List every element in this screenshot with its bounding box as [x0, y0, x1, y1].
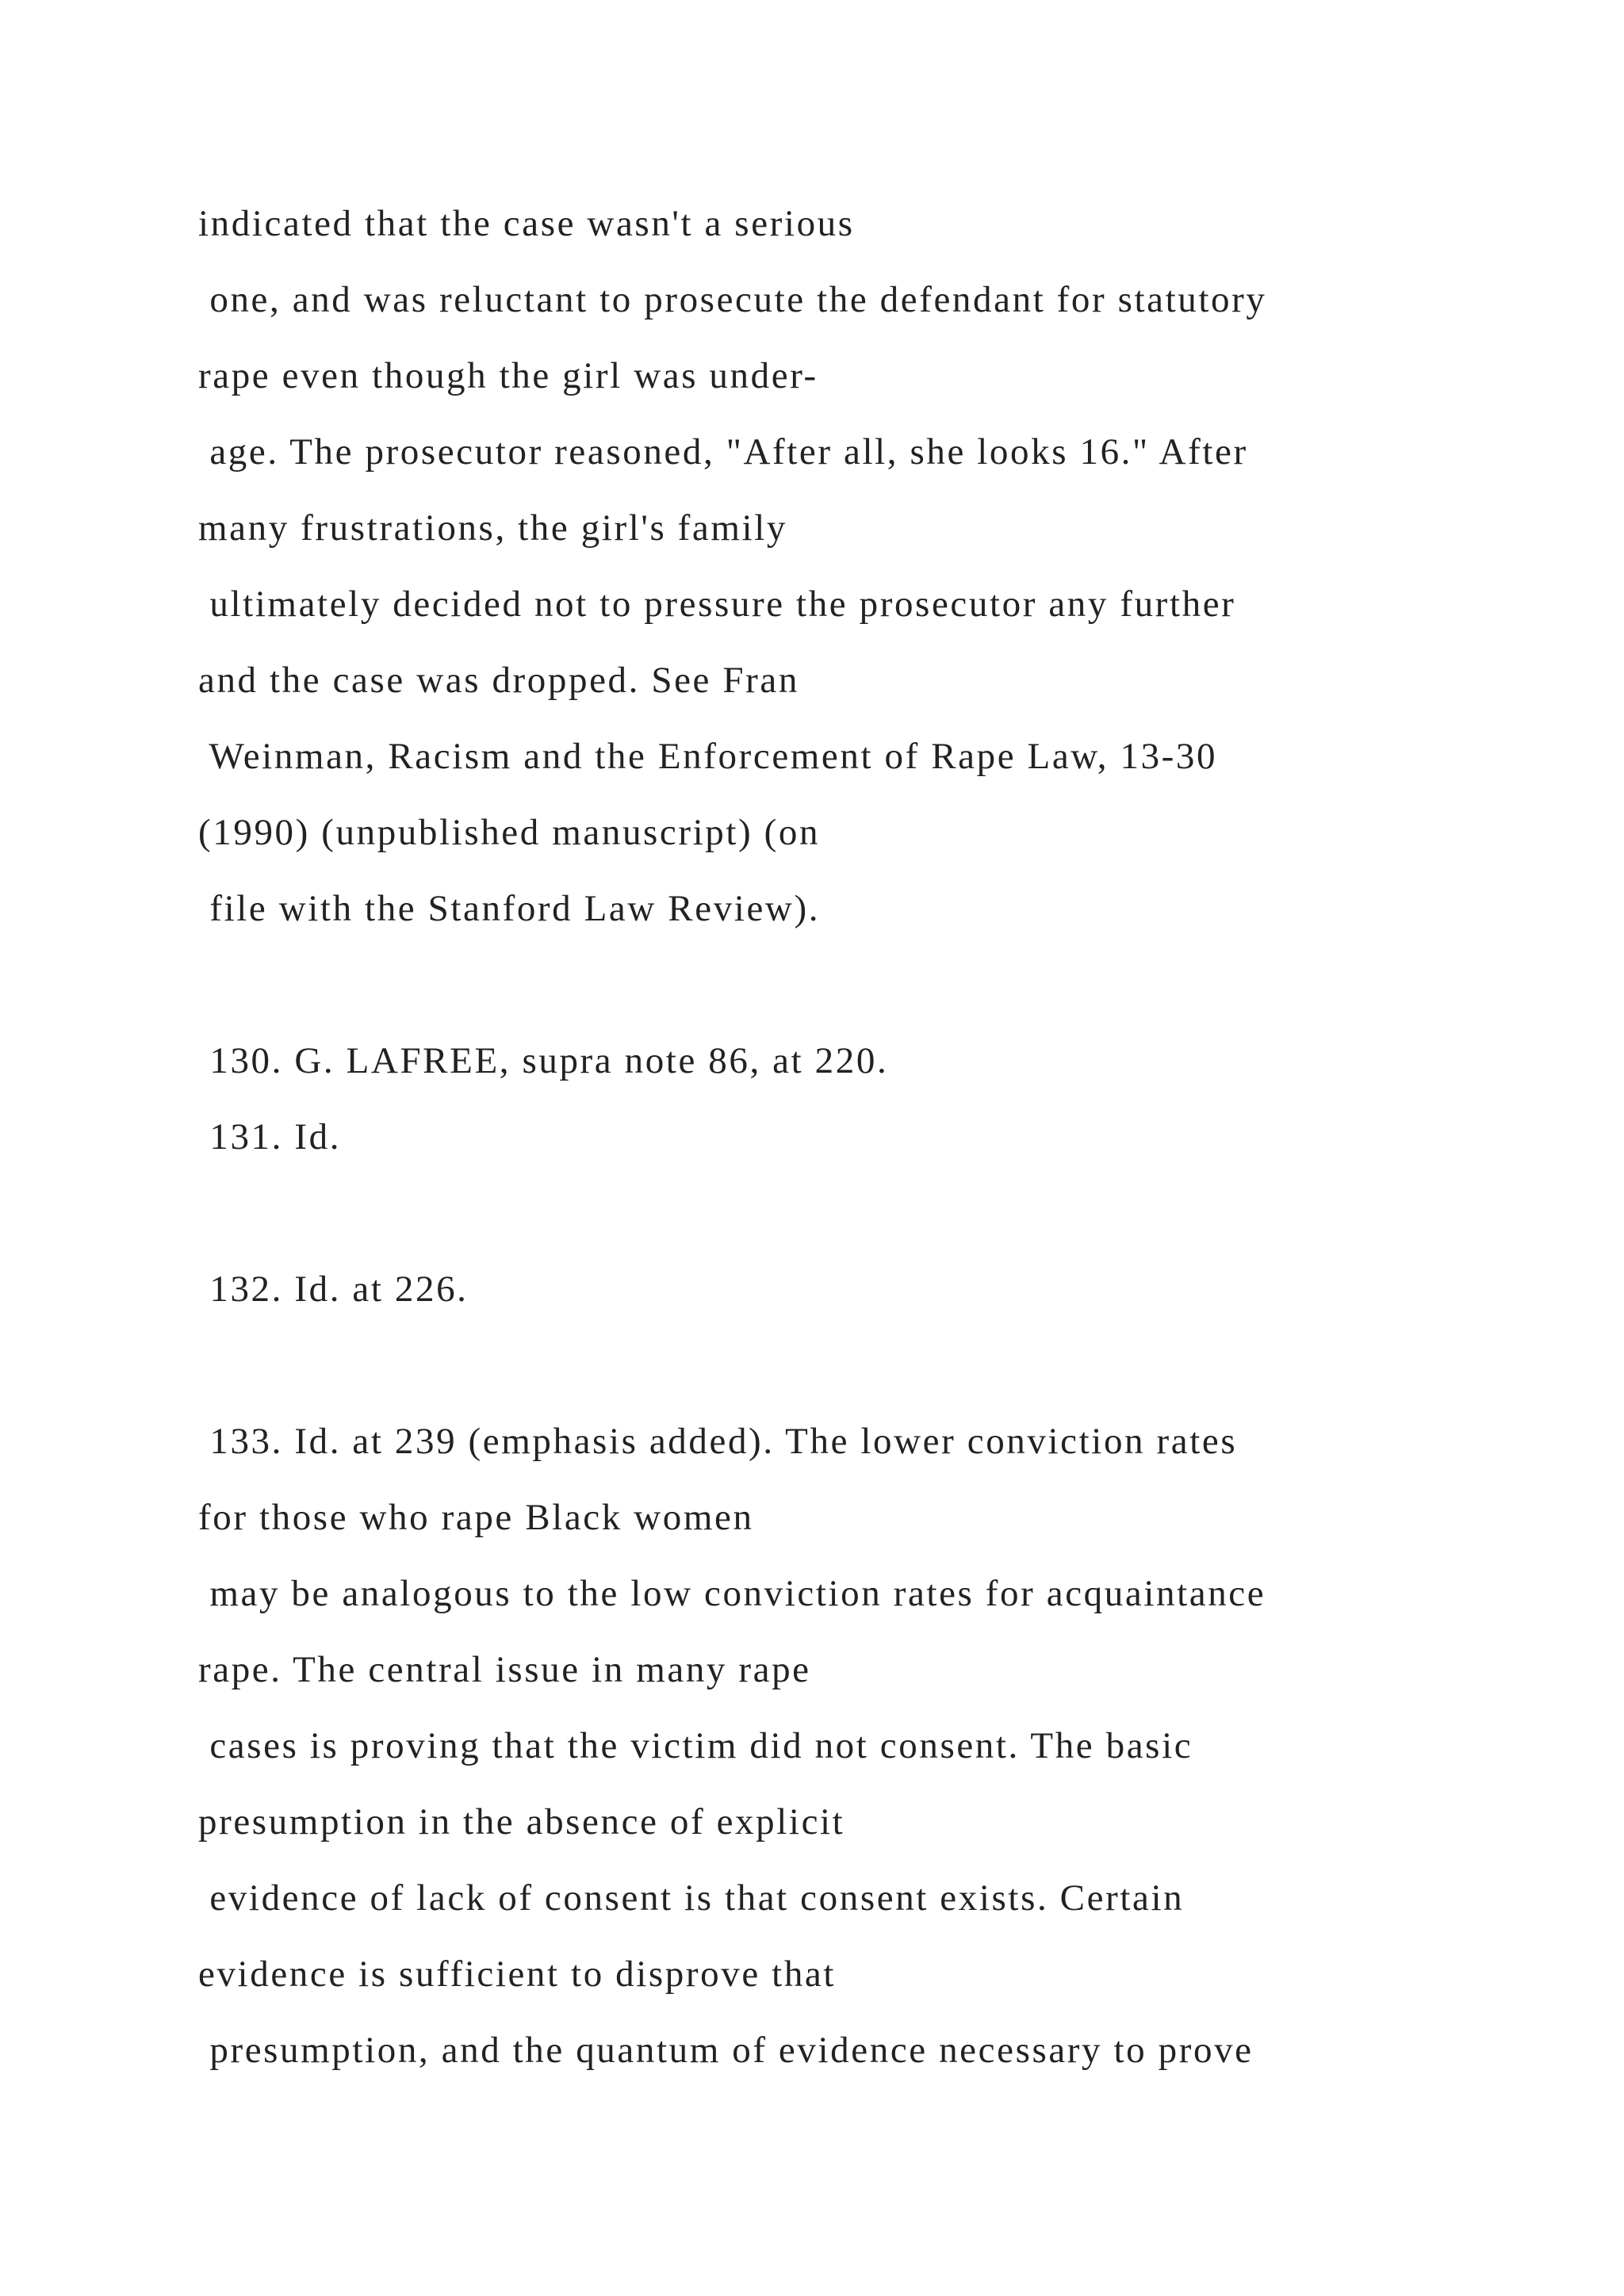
text-line: many frustrations, the girl's family: [198, 507, 787, 549]
text-line: for those who rape Black women: [198, 1497, 754, 1538]
text-line: may be analogous to the low conviction rates for acquaintance: [198, 1573, 1266, 1614]
text-line: rape. The central issue in many rape: [198, 1649, 811, 1690]
text-line: presumption, and the quantum of evidence necessary to prove: [198, 2030, 1254, 2071]
text-line: evidence is sufficient to disprove that: [198, 1954, 837, 1995]
text-line: indicated that the case wasn't a serious: [198, 203, 855, 244]
text-line: Weinman, Racism and the Enforcement of Rape Law, 13-30: [198, 736, 1218, 777]
text-line: 133. Id. at 239 (emphasis added). The lower conviction rates: [198, 1421, 1238, 1462]
text-line: ultimately decided not to pressure the prosecutor any further: [198, 584, 1236, 625]
footnote-130: 130. G. LAFREE, supra note 86, at 220.: [198, 1040, 889, 1081]
text-line: presumption in the absence of explicit: [198, 1801, 845, 1843]
text-line: (1990) (unpublished manuscript) (on: [198, 812, 821, 853]
text-line: and the case was dropped. See Fran: [198, 660, 799, 701]
footnote-131: 131. Id.: [198, 1116, 342, 1158]
text-line: one, and was reluctant to prosecute the defendant for statutory: [198, 279, 1267, 320]
text-line: evidence of lack of consent is that consent exists. Certain: [198, 1877, 1185, 1919]
footnote-132: 132. Id. at 226.: [198, 1269, 469, 1310]
text-line: rape even though the girl was under-: [198, 355, 818, 396]
text-line: file with the Stanford Law Review).: [198, 888, 821, 929]
text-line: age. The prosecutor reasoned, "After all, she looks 16." After: [198, 431, 1248, 473]
text-line: cases is proving that the victim did not consent. The basic: [198, 1725, 1193, 1766]
